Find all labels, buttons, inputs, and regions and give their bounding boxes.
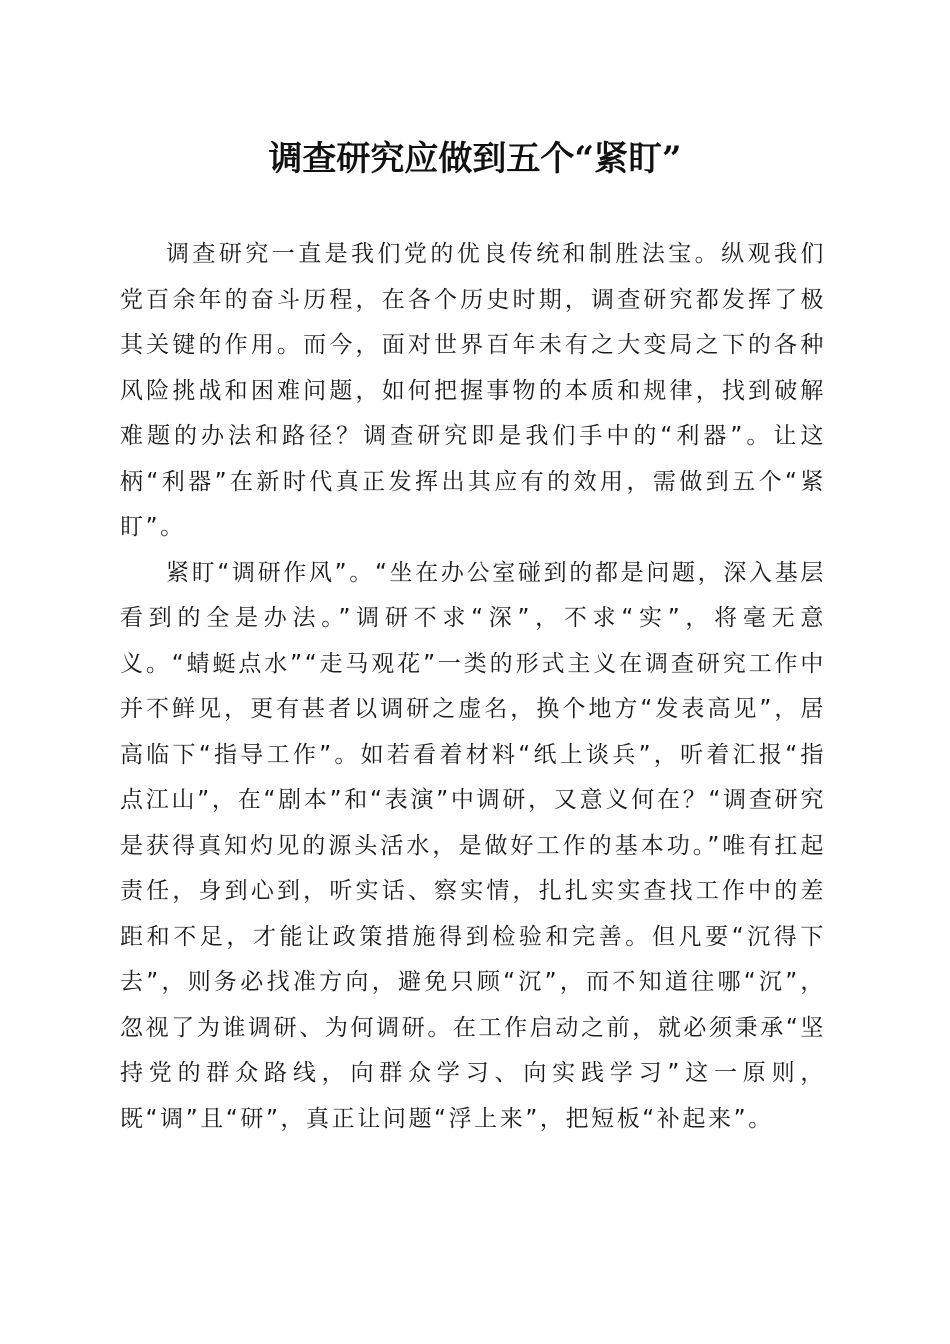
paragraph-research-style: 紧盯“调研作风”。“坐在办公室碰到的都是问题，深入基层看到的全是办法。”调研不求“深”，不求“实”，将毫无意义。“蜻蜓点水”“走马观花”一类的形式主义在调查研究工作中并不鲜见，更有甚者以调研之虚名，换个地方“发表高见”，居高临下“指导工作”。如若看着材料“纸上谈兵”，听着汇报“指点江山”，在“剧本”和“表演”中调研，又意义何在？“调查研究是获得真知灼见的源头活水，是做好工作的基本功。”唯有扛起责任，身到心到，听实话、察实情，扎扎实实查找工作中的差距和不足，才能让政策措施得到检验和完善。但凡要“沉得下去”，则务必找准方向，避免只顾“沉”，而不知道往哪“沉”，忽视了为谁调研、为何调研。在工作启动之前，就必须秉承“坚持党的群众路线，向群众学习、向实践学习”这一原则，既“调”且“研”，真正让问题“浮上来”，把短板“补起来”。 bbox=[120, 559, 826, 1132]
paragraph-intro: 调查研究一直是我们党的优良传统和制胜法宝。纵观我们党百余年的奋斗历程，在各个历史时期，调查研究都发挥了极其关键的作用。而今，面对世界百年未有之大变局之下的各种风险挑战和困难问题，如何把握事物的本质和规律，找到破解难题的办法和路径？调查研究即是我们手中的“利器”。让这柄“利器”在新时代真正发挥出其应有的效用，需做到五个“紧盯”。 bbox=[120, 241, 826, 540]
document-body bbox=[120, 232, 826, 1142]
document-title: 调查研究应做到五个“紧盯” bbox=[268, 139, 682, 179]
